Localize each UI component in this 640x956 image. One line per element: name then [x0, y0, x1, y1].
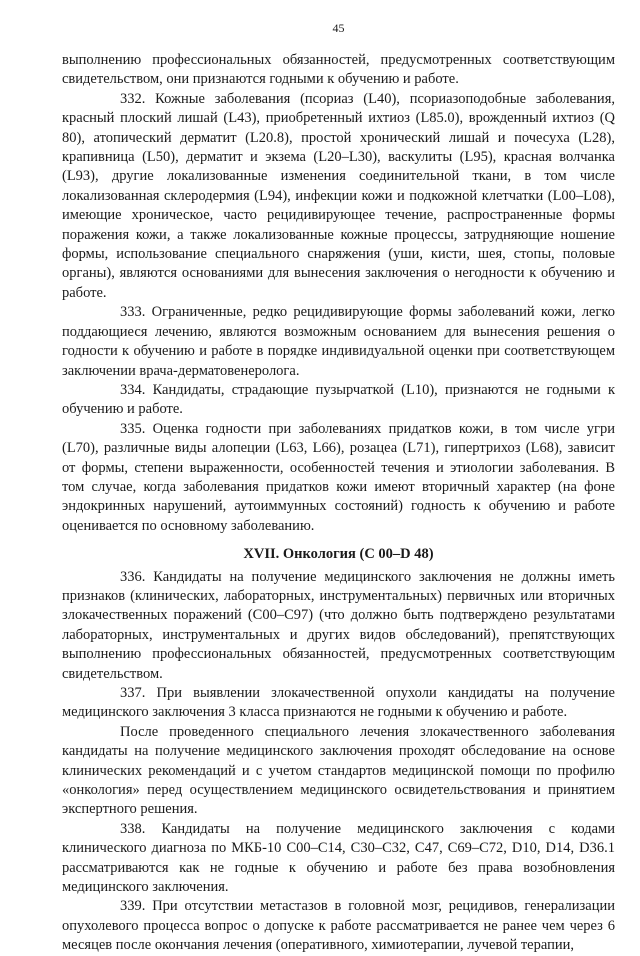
paragraph-334: 334. Кандидаты, страдающие пузырчаткой (L10), признаются не годными к обучению и работе. [62, 381, 615, 418]
paragraph-332: 332. Кожные заболевания (псориаз (L40), псориазоподобные заболевания, красный плоский лишай (L43), приобретенный ихтиоз (L85.0), врожденный ихтиоз (Q 80), атопический дерматит (L20.8), простой хронический лишай и почесуха (L28), крапивница (L50), дерматит и экзема (L20–L30), васкулиты (L95), красная волчанка (L93), другие локализованные изменения соединительной ткани, в том числе локализованная склеродермия (L94), инфекции кожи и подкожной клетчатки (L00–L08), имеющие хроническое, часто рецидивирующее течение, распространенные формы поражения кожи, а также локализованные кожные процессы, затрудняющие ношение формы, использование специального снаряжения (уши, кисти, шея, стопы, половые органы), являются основаниями для вынесения заключения о негодности к обучению и работе. [62, 90, 615, 301]
paragraph-339: 339. При отсутствии метастазов в головной мозг, рецидивов, генерализации опухолевого процесса вопрос о допуске к работе рассматривается не ранее чем через 6 месяцев после окончания лечения (оперативного, химиотерапии, лучевой терапии, [62, 898, 615, 954]
paragraph-333: 333. Ограниченные, редко рецидивирующие формы заболеваний кожи, легко поддающиеся лечению, являются возможным основанием для вынесения решения о годности к обучению и работе в порядке индивидуальной оценки при соответствующем заключении врача-дерматовенеролога. [62, 304, 615, 379]
page-number: 45 [332, 21, 345, 35]
paragraph-continuation: выполнению профессиональных обязанностей, предусмотренных соответствующим свидетельством, они признаются годными к обучению и работе. [62, 52, 615, 88]
paragraph-336: 336. Кандидаты на получение медицинского заключения не должны иметь признаков (клинических, лабораторных, инструментальных) первичных или вторичных злокачественных поражений (С00–С97) (что должно быть подтверждено результатами лабораторных, инструментальных и других видов обследований), препятствующих выполнению профессиональных обязанностей, предусмотренных соответствующим свидетельством. [62, 568, 615, 682]
paragraph-335: 335. Оценка годности при заболеваниях придатков кожи, в том числе угри (L70), различные виды алопеции (L63, L66), розацеа (L71), гипертрихоз (L68), зависит от формы, степени выраженности, особенностей течения и этиологии заболевания. В том случае, когда заболевания придатков кожи имеют вторичный характер (на фоне эндокринных нарушений, аутоиммунных состояний) годность к обучению и работе оценивается по основному заболеванию. [62, 420, 615, 534]
document-body [62, 51, 615, 956]
section-heading: XVII. Онкология (С 00–D 48) [243, 546, 434, 563]
paragraph-337-cont: После проведенного специального лечения злокачественного заболевания кандидаты на получение медицинского заключения проходят обследование на основе клинических рекомендаций и с учетом стандартов медицинской помощи по профилю «онкология» перед осуществлением медицинского освидетельствования и принятием экспертного решения. [62, 723, 615, 818]
paragraph-338: 338. Кандидаты на получение медицинского заключения с кодами клинического диагноза по МКБ-10 С00–С14, С30–С32, С47, С69–С72, D10, D14, D36.1 рассматриваются как не годные к обучению и работе без права возобновления медицинского заключения. [62, 820, 615, 896]
paragraph-337: 337. При выявлении злокачественной опухоли кандидаты на получение медицинского заключения 3 класса признаются не годными к обучению и работе. [62, 685, 615, 721]
